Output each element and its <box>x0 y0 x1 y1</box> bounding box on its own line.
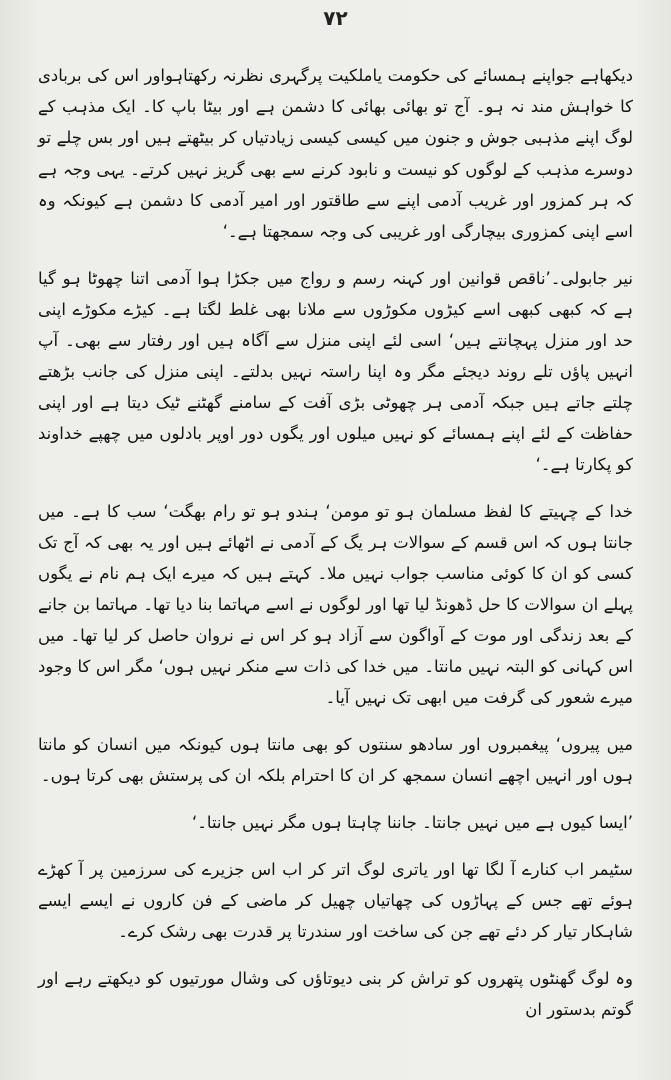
paragraph: خدا کے چہیتے کا لفظ مسلمان ہو تو مومن‘ ہندو ہو تو رام بھگت‘ سب کا ہے۔ میں جانتا ہوں کہ اس قسم کے سوالات ہر یگ کے آدمی نے اٹھائے ہیں اور یہ بھی کہ آج تک کسی کو ان کا کوئی مناسب جواب نہیں ملا۔ کہتے ہیں کہ میرے ایک ہم نام نے یگوں پہلے ان سوالات کا حل ڈھونڈ لیا تھا اور لوگوں نے اسے مہاتما بنا دیا تھا۔ مہاتما بن جانے کے بعد زندگی اور موت کے آواگون سے آزاد ہو کر اس نے نروان حاصل کر لیا تھا۔ میں اس کہانی کو البتہ نہیں مانتا۔ میں خدا کی ذات سے منکر نہیں ہوں‘ مگر اس کا وجود میرے شعور کی گرفت میں ابھی تک نہیں آیا۔ <box>38 502 633 708</box>
paragraph: نیر جابولی۔’ناقص قوانین اور کہنہ رسم و رواج میں جکڑا ہوا آدمی اتنا چھوٹا ہو گیا ہے کہ کبھی کبھی اسے کیڑوں مکوڑوں سے ملانا بھی غلط لگتا ہے۔ کیڑے مکوڑے اپنی حد اور منزل پہچانتے ہیں‘ اسی لئے اپنی منزل سے آگاہ ہیں اور رفتار سے بھی۔ آپ انہیں پاؤں تلے روند دیجئے مگر وہ اپنا راستہ نہیں بدلتے۔ اپنی منزل کی جانب بڑھتے چلتے جاتے ہیں جبکہ آدمی ہر چھوٹی بڑی آفت کے سامنے گھٹنے ٹیک دیتا ہے اور اپنی حفاظت کے لئے اپنے ہمسائے کو نہیں میلوں اور یگوں دور اوپر بادلوں میں چھپے خداوند کو پکارتا ہے۔‘ <box>38 269 633 475</box>
page-body-text <box>38 60 633 1041</box>
paragraph: سٹیمر اب کنارے آ لگا تھا اور یاتری لوگ اتر کر اب اس جزیرے کی سرزمین پر آ کھڑے ہوئے تھے جس کے پہاڑوں کی چھاتیاں چھیل کر ماضی کے فن کاروں نے ایسے ایسے شاہکار تیار کر دئے تھے جن کی ساخت اور سندرتا پر قدرت بھی رشک کرے۔ <box>38 860 633 942</box>
page-number: ۷۲ <box>323 6 348 30</box>
paragraph: ’ایسا کیوں ہے میں نہیں جانتا۔ جاننا چاہتا ہوں مگر نہیں جانتا۔‘ <box>192 813 633 833</box>
paragraph: میں پیروں‘ پیغمبروں اور سادھو سنتوں کو بھی مانتا ہوں کیونکہ میں انسان کو مانتا ہوں اور انہیں اچھے انسان سمجھ کر ان کا احترام بلکہ ان کی پرستش بھی کرتا ہوں۔ <box>38 735 633 786</box>
paragraph: وہ لوگ گھنٹوں پتھروں کو تراش کر بنی دیوتاؤں کی وشال مورتیوں کو دیکھتے رہے اور گوتم بدستور ان <box>38 969 633 1020</box>
paragraph: دیکھاہے جواپنے ہمسائے کی حکومت یاملکیت پرگہری نظرنہ رکھتاہواور اس کی بربادی کا خواہش مند نہ ہو۔ آج تو بھائی بھائی کا دشمن ہے اور بیٹا باپ کا۔ ایک مذہب کے لوگ اپنے مذہبی جوش و جنون میں کیسی کیسی زیادتیاں کر بیٹھتے ہیں اور بس چلے تو دوسرے مذہب کے لوگوں کو نیست و نابود کرنے سے بھی گریز نہیں کرتے۔ یہی وجہ ہے کہ ہر کمزور اور غریب آدمی اپنے سے طاقتور اور امیر آدمی کا دشمن ہے کیونکہ وہ اسے اپنی کمزوری بیچارگی اور غریبی کی وجہ سمجھتا ہے۔‘ <box>38 66 633 242</box>
